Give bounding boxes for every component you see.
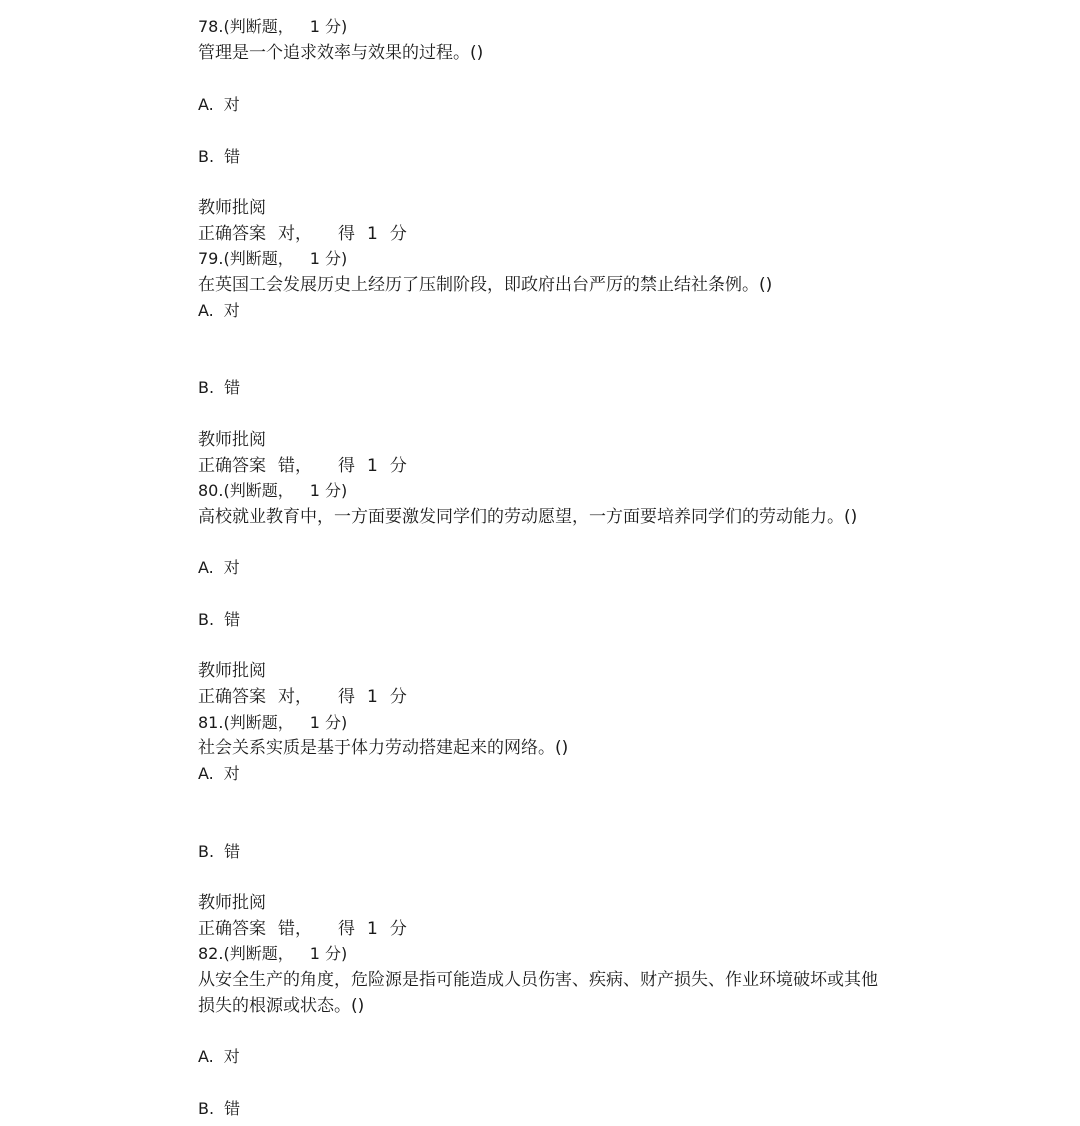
- question-score: 1 分): [309, 481, 348, 500]
- option-label: 错: [224, 610, 241, 629]
- option-label: 对: [223, 1047, 240, 1066]
- option-letter: B.: [198, 147, 215, 166]
- question-78-review-title: 教师批阅: [198, 198, 266, 218]
- question-type: (判断题，: [223, 944, 294, 963]
- answer-label: 正确答案: [198, 456, 266, 476]
- question-78-answer: [198, 223, 407, 245]
- question-82-option-a[interactable]: [198, 1046, 240, 1068]
- score-label: 得: [338, 687, 355, 707]
- option-letter: B.: [198, 610, 215, 629]
- question-78-option-b[interactable]: [198, 146, 240, 168]
- score-value: 1: [367, 687, 378, 707]
- question-80-text: 高校就业教育中，一方面要激发同学们的劳动愿望，一方面要培养同学们的劳动能力。(): [198, 507, 858, 527]
- question-number: 81.: [198, 713, 224, 732]
- answer-label: 正确答案: [198, 687, 266, 707]
- question-79-header: [198, 248, 347, 270]
- option-letter: B.: [198, 1099, 215, 1118]
- option-label: 对: [223, 558, 240, 577]
- question-78-header: [198, 16, 347, 38]
- question-80-option-b[interactable]: [198, 609, 240, 631]
- question-79-review-title: 教师批阅: [198, 430, 266, 450]
- question-number: 82.: [198, 944, 224, 963]
- question-80-option-a[interactable]: [198, 557, 240, 579]
- question-82-option-b[interactable]: [198, 1098, 240, 1120]
- score-value: 1: [367, 224, 378, 244]
- question-80-review-title: 教师批阅: [198, 661, 266, 681]
- option-letter: A.: [198, 1047, 214, 1066]
- question-score: 1 分): [309, 713, 348, 732]
- option-label: 错: [224, 1099, 241, 1118]
- question-score: 1 分): [309, 944, 348, 963]
- question-78-text: 管理是一个追求效率与效果的过程。(): [198, 43, 484, 63]
- question-82-header: [198, 943, 347, 965]
- option-letter: A.: [198, 95, 214, 114]
- question-81-review-title: 教师批阅: [198, 893, 266, 913]
- option-letter: B.: [198, 378, 215, 397]
- option-letter: A.: [198, 558, 214, 577]
- option-letter: B.: [198, 842, 215, 861]
- option-letter: A.: [198, 301, 214, 320]
- option-letter: A.: [198, 764, 214, 783]
- question-number: 79.: [198, 249, 224, 268]
- score-unit: 分: [389, 456, 407, 476]
- option-label: 错: [224, 378, 241, 397]
- answer-value: 错，: [278, 919, 312, 939]
- question-79-option-b[interactable]: [198, 377, 240, 399]
- question-79-text: 在英国工会发展历史上经历了压制阶段，即政府出台严厉的禁止结社条例。(): [198, 275, 773, 295]
- answer-value: 对，: [278, 224, 312, 244]
- score-value: 1: [367, 919, 378, 939]
- question-number: 80.: [198, 481, 224, 500]
- question-score: 1 分): [309, 249, 348, 268]
- option-label: 错: [224, 147, 241, 166]
- score-unit: 分: [389, 224, 407, 244]
- option-label: 错: [224, 842, 241, 861]
- question-81-text: 社会关系实质是基于体力劳动搭建起来的网络。(): [198, 738, 569, 758]
- answer-label: 正确答案: [198, 224, 266, 244]
- question-82-text-line-1: 从安全生产的角度，危险源是指可能造成人员伤害、疾病、财产损失、作业环境破坏或其他: [198, 970, 878, 990]
- question-81-option-a[interactable]: [198, 763, 240, 785]
- score-value: 1: [367, 456, 378, 476]
- score-label: 得: [338, 224, 355, 244]
- question-78-option-a[interactable]: [198, 94, 240, 116]
- question-type: (判断题，: [223, 249, 294, 268]
- option-label: 对: [223, 764, 240, 783]
- option-label: 对: [223, 95, 240, 114]
- score-label: 得: [338, 456, 355, 476]
- question-number: 78.: [198, 17, 224, 36]
- score-unit: 分: [389, 687, 407, 707]
- question-82-text-line-2: 损失的根源或状态。(): [198, 996, 365, 1016]
- option-label: 对: [223, 301, 240, 320]
- question-81-answer: [198, 918, 407, 940]
- answer-value: 对，: [278, 687, 312, 707]
- answer-label: 正确答案: [198, 919, 266, 939]
- question-80-answer: [198, 686, 407, 708]
- question-type: (判断题，: [223, 481, 294, 500]
- score-unit: 分: [389, 919, 407, 939]
- question-80-header: [198, 480, 347, 502]
- question-81-option-b[interactable]: [198, 841, 240, 863]
- question-type: (判断题，: [223, 17, 294, 36]
- score-label: 得: [338, 919, 355, 939]
- question-79-option-a[interactable]: [198, 300, 240, 322]
- question-score: 1 分): [309, 17, 348, 36]
- question-81-header: [198, 712, 347, 734]
- answer-value: 错，: [278, 456, 312, 476]
- question-79-answer: [198, 455, 407, 477]
- question-type: (判断题，: [223, 713, 294, 732]
